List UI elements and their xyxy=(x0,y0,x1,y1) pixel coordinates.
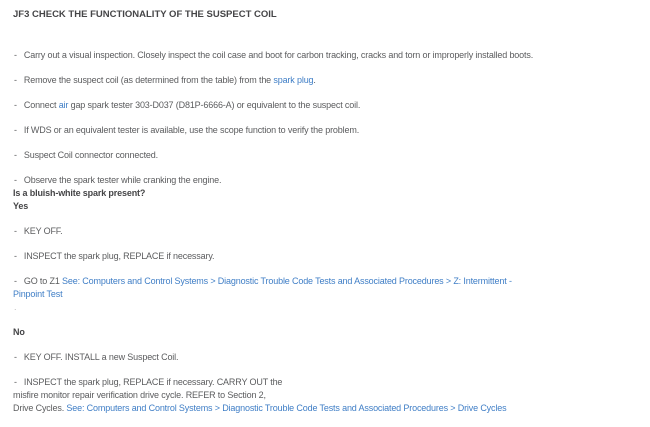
bullet-dash: - xyxy=(14,175,17,185)
trailing-period: . xyxy=(14,302,17,312)
bullet-dash: - xyxy=(14,100,17,110)
step-key-off-install xyxy=(13,351,637,364)
step-text-post: gap spark tester 303-D037 (D81P-6666-A) or equivalent to the suspect coil. xyxy=(68,100,361,110)
step-inspect-spark-plug xyxy=(13,250,637,263)
link-line-1: See: Computers and Control Systems > Diagnostic Trouble Code Tests and Associated Procedures > Z: Intermittent - xyxy=(62,276,512,286)
step-text-line-3: Drive Cycles. xyxy=(13,403,67,413)
step-text-line-2: misfire monitor repair verification drive cycle. REFER to Section 2, xyxy=(13,390,266,400)
bullet-dash: - xyxy=(14,251,17,261)
bullet-dash: - xyxy=(14,125,17,135)
step-text: Suspect Coil connector connected. xyxy=(23,150,158,160)
question-spark-present: Is a bluish-white spark present? xyxy=(13,188,146,198)
z1-pinpoint-test-link[interactable] xyxy=(13,276,512,299)
drive-cycles-link[interactable]: See: Computers and Control Systems > Diagnostic Trouble Code Tests and Associated Procedures > Drive Cycles xyxy=(66,403,507,413)
step-text-post: . xyxy=(313,75,316,85)
step-text-pre: Remove the suspect coil (as determined from the table) from the xyxy=(23,75,274,85)
bullet-dash: - xyxy=(14,50,17,60)
air-gap-tester-link[interactable]: air xyxy=(58,100,69,110)
bullet-dash: - xyxy=(14,352,17,362)
bullet-dash: - xyxy=(14,75,17,85)
step-text: Carry out a visual inspection. Closely inspect the coil case and boot for carbon tracking, cracks and torn or improperly installed boots. xyxy=(23,50,534,60)
step-connect-tester xyxy=(13,99,637,112)
step-text: KEY OFF. xyxy=(23,226,63,236)
step-go-to-z1 xyxy=(13,275,637,301)
step-text: INSPECT the spark plug, REPLACE if necessary. xyxy=(23,251,215,261)
step-key-off xyxy=(13,225,637,238)
step-text-line-1: INSPECT the spark plug, REPLACE if necessary. CARRY OUT the xyxy=(23,377,283,387)
step-inspect-carry-out xyxy=(13,376,637,415)
step-observe-tester xyxy=(13,174,637,187)
step-wds-scope xyxy=(13,124,637,137)
step-visual-inspection xyxy=(13,49,637,62)
step-remove-coil xyxy=(13,74,637,87)
link-line-2: Pinpoint Test xyxy=(13,289,63,299)
step-text: If WDS or an equivalent tester is available, use the scope function to verify the problem. xyxy=(23,125,360,135)
step-text-pre: Connect xyxy=(23,100,59,110)
bullet-dash: - xyxy=(14,226,17,236)
spark-plug-link[interactable]: spark plug xyxy=(273,75,314,85)
step-text-pre: GO to Z1 xyxy=(23,276,63,286)
bullet-dash: - xyxy=(14,150,17,160)
procedure-heading: JF3 CHECK THE FUNCTIONALITY OF THE SUSPECT COIL xyxy=(13,9,277,20)
bullet-dash: - xyxy=(14,276,17,286)
step-text: Observe the spark tester while cranking the engine. xyxy=(23,175,222,185)
step-coil-connector xyxy=(13,149,637,162)
step-text: KEY OFF. INSTALL a new Suspect Coil. xyxy=(23,352,179,362)
no-label: No xyxy=(13,327,25,337)
bullet-dash: - xyxy=(14,377,17,387)
yes-label: Yes xyxy=(13,201,29,211)
